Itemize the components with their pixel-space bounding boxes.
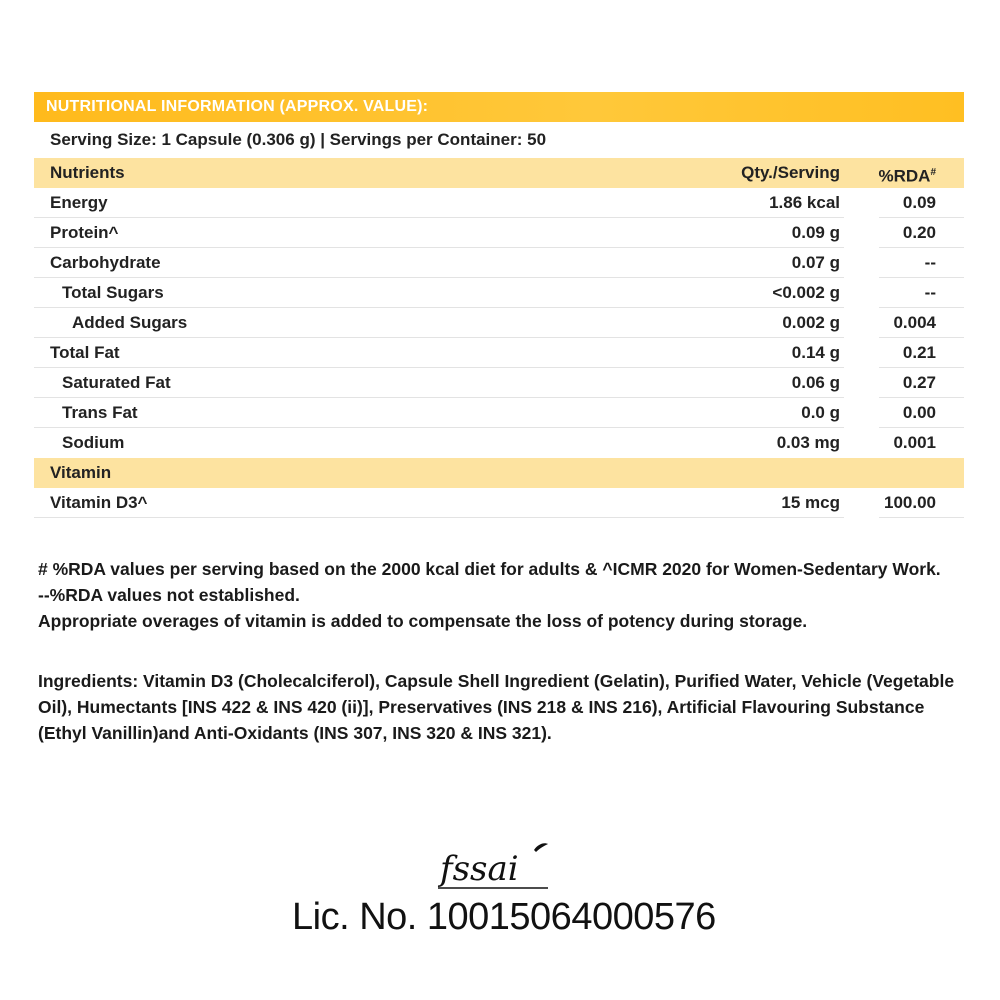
table-row (34, 488, 964, 518)
nutrient-qty: 1.86 kcal (769, 193, 840, 212)
table-row (34, 308, 964, 338)
nutrient-rda: 0.27 (902, 373, 936, 392)
nutrient-name: Trans Fat (62, 403, 138, 422)
nutrition-panel (34, 92, 964, 518)
table-header (34, 158, 964, 188)
overages-note: Appropriate overages of vitamin is added to compensate the loss of potency during storage. (38, 611, 808, 631)
nutrient-name: Added Sugars (72, 313, 188, 332)
table-row (34, 218, 964, 248)
table-row (34, 188, 964, 218)
nutrition-banner: NUTRITIONAL INFORMATION (APPROX. VALUE): (34, 92, 964, 122)
nutrient-qty: 0.0 g (801, 403, 840, 422)
ingredients-text: Ingredients: Vitamin D3 (Cholecalciferol), Capsule Shell Ingredient (Gelatin), Purified Water, Vehicle (Vegetable Oil), Humectants [INS 422 & INS 420 (ii)], Preservatives (INS 218 & INS 216), Artificial Flavouring Substance (Ethyl Vanillin)and Anti-Oxidants (INS 307, INS 320 & INS 321). (38, 671, 955, 743)
svg-text:fssai: fssai (440, 849, 519, 889)
nutrient-name: Total Fat (50, 343, 120, 362)
nutrient-rda: 0.21 (902, 343, 936, 362)
nutrient-name: Total Sugars (62, 283, 164, 302)
nutrient-rda: 0.001 (893, 433, 936, 452)
nutrient-rda: -- (924, 253, 936, 272)
nutrient-rda: 0.00 (902, 403, 936, 422)
nutrient-rda: 0.20 (902, 223, 936, 242)
table-row (34, 368, 964, 398)
row-divider (34, 517, 844, 518)
header-qty: Qty./Serving (741, 163, 840, 182)
nutrient-qty: 0.03 mg (776, 433, 840, 452)
section-label: Vitamin (50, 463, 112, 482)
rda-basis-note: # %RDA values per serving based on the 2000 kcal diet for adults & ^ICMR 2020 for Women-Sedentary Work. (38, 559, 941, 579)
nutrient-rda: -- (924, 283, 936, 302)
rda-not-established-note: --%RDA values not established. (38, 585, 300, 605)
table-row (34, 398, 964, 428)
nutrient-name: Protein^ (50, 223, 119, 242)
nutrient-qty: 15 mcg (781, 493, 840, 512)
table-row (34, 248, 964, 278)
table-row (34, 338, 964, 368)
serving-info: Serving Size: 1 Capsule (0.306 g) | Servings per Container: 50 (50, 130, 547, 149)
table-row (34, 278, 964, 308)
header-nutrients: Nutrients (50, 163, 125, 182)
nutrient-name: Carbohydrate (50, 253, 161, 272)
license-number: Lic. No. 10015064000576 (292, 896, 716, 938)
footnotes (38, 556, 968, 634)
nutrient-rda: 0.09 (902, 193, 936, 212)
nutrient-name: Sodium (62, 433, 125, 452)
nutrient-name: Vitamin D3^ (50, 493, 148, 512)
vitamin-section-header (34, 458, 964, 488)
nutrient-qty: 0.07 g (791, 253, 840, 272)
rda-footnote-mark: # (930, 167, 936, 178)
nutrient-qty: 0.14 g (791, 343, 840, 362)
nutrient-qty: <0.002 g (772, 283, 840, 302)
nutrient-rda: 0.004 (893, 313, 936, 332)
nutrient-name: Saturated Fat (62, 373, 171, 392)
fssai-logo-icon (430, 838, 560, 898)
nutrient-qty: 0.002 g (782, 313, 840, 332)
nutrient-qty: 0.09 g (791, 223, 840, 242)
nutrient-rda: 100.00 (884, 493, 936, 512)
row-divider (879, 517, 964, 518)
table-row (34, 428, 964, 458)
header-rda: %RDA# (878, 166, 936, 186)
nutrient-name: Energy (50, 193, 108, 212)
nutrient-qty: 0.06 g (791, 373, 840, 392)
